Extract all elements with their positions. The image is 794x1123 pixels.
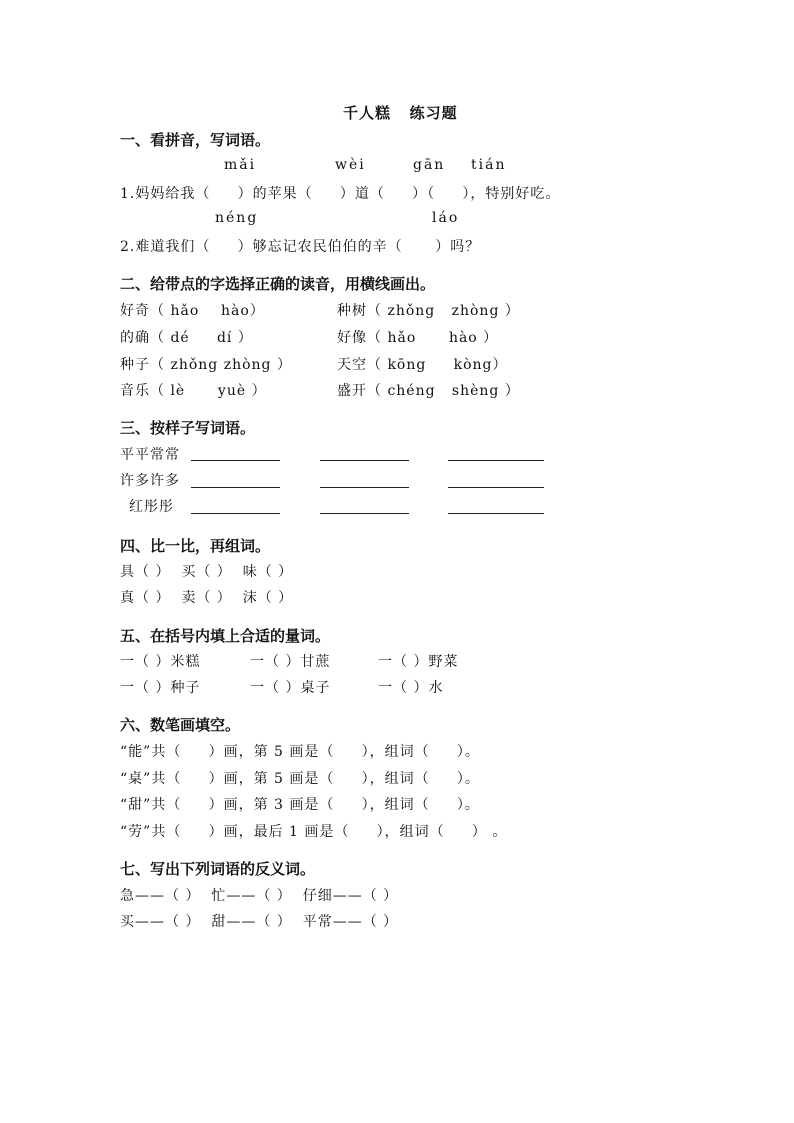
sentence-1: 1.妈妈给我（ ）的苹果（ ）道（ ）（ ），特别好吃。 [120, 186, 561, 202]
reading-item: 天空（ kōng kòng） [337, 357, 508, 373]
antonym-row: 急——（ ） 忙——（ ） 仔细——（ ） [120, 888, 399, 904]
pinyin-neng: néng [215, 210, 259, 226]
reading-item: 好像（ hǎo hào ） [337, 330, 499, 346]
section-5-heading: 五、在括号内填上合适的量词。 [120, 627, 331, 645]
section-3-heading: 三、按样子写词语。 [120, 419, 256, 437]
section-2-heading: 二、给带点的字选择正确的读音，用横线画出。 [120, 275, 436, 293]
section-6-heading: 六、数笔画填空。 [120, 716, 241, 734]
answer-line[interactable] [448, 487, 544, 488]
answer-line[interactable] [191, 460, 280, 461]
reading-item: 种树（ zhǒng zhòng ） [337, 303, 520, 319]
measure-word-item: 一（ ）野菜 [378, 654, 459, 670]
answer-line[interactable] [320, 487, 409, 488]
stroke-row: “甜”共（ ）画，第 3 画是（ ），组词（ ）。 [120, 797, 480, 813]
example-word: 许多许多 [120, 473, 180, 489]
pinyin-mai: mǎi [224, 157, 257, 173]
measure-word-item: 一（ ）米糕 [120, 654, 201, 670]
compare-row: 具（ ） 买（ ） 味（ ） [120, 564, 294, 580]
reading-item: 好奇（ hǎo hào） [120, 303, 265, 319]
answer-line[interactable] [191, 487, 280, 488]
stroke-row: “劳”共（ ）画，最后 1 画是（ ），组词（ ） 。 [120, 824, 508, 840]
measure-word-item: 一（ ）甘蔗 [250, 654, 331, 670]
answer-line[interactable] [320, 460, 409, 461]
reading-item: 种子（ zhǒng zhòng ） [120, 357, 292, 373]
answer-line[interactable] [448, 513, 544, 514]
sentence-2: 2.难道我们（ ）够忘记农民伯伯的辛（ ）吗？ [120, 239, 481, 255]
reading-item: 音乐（ lè yuè ） [120, 383, 267, 399]
measure-word-item: 一（ ）水 [378, 680, 444, 696]
stroke-row: “桌”共（ ）画，第 5 画是（ ），组词（ ）。 [120, 771, 480, 787]
section-7-heading: 七、写出下列词语的反义词。 [120, 860, 316, 878]
measure-word-item: 一（ ）种子 [120, 680, 201, 696]
reading-item: 的确（ dé dí ） [120, 330, 253, 346]
answer-line[interactable] [320, 513, 409, 514]
example-word: 红彤彤 [129, 499, 174, 515]
measure-word-item: 一（ ）桌子 [250, 680, 331, 696]
answer-line[interactable] [191, 513, 280, 514]
answer-line[interactable] [448, 460, 544, 461]
page-title: 千人糕 练习题 [343, 104, 458, 122]
reading-item: 盛开（ chéng shèng ） [337, 383, 520, 399]
pinyin-tian: tián [471, 157, 507, 173]
example-word: 平平常常 [120, 447, 180, 463]
stroke-row: “能”共（ ）画，第 5 画是（ ），组词（ ）。 [120, 744, 480, 760]
pinyin-gan: gān [413, 157, 446, 173]
section-4-heading: 四、比一比，再组词。 [120, 537, 271, 555]
antonym-row: 买——（ ） 甜——（ ） 平常——（ ） [120, 914, 399, 930]
section-1-heading: 一、看拼音，写词语。 [120, 131, 271, 149]
pinyin-wei: wèi [335, 157, 366, 173]
pinyin-lao: láo [432, 210, 460, 226]
compare-row: 真（ ） 卖（ ） 沫（ ） [120, 590, 294, 606]
